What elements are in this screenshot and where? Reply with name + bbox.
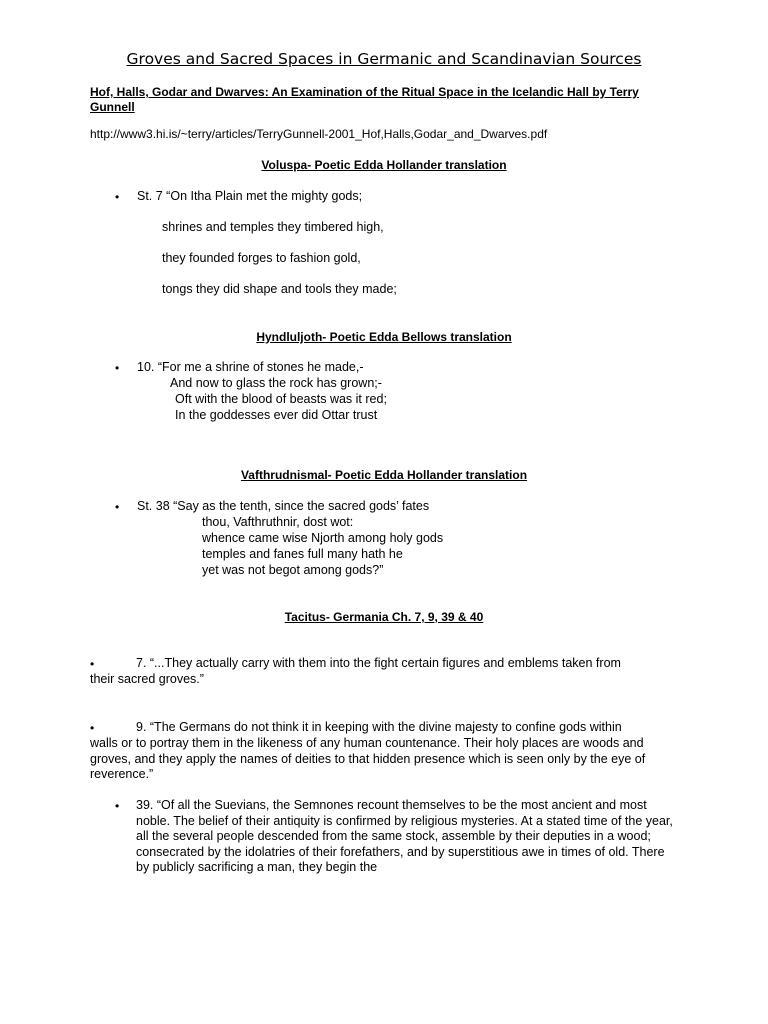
bullet-icon: •: [90, 721, 95, 735]
article-heading-line2: Gunnell: [90, 100, 135, 114]
bullet-icon: •: [115, 190, 120, 204]
verse-line: Oft with the blood of beasts was it red;: [175, 392, 387, 406]
section-heading-hyndluljoth: Hyndluljoth- Poetic Edda Bellows translation: [256, 330, 512, 344]
article-url-link[interactable]: http://www3.hi.is/~terry/articles/TerryGunnell-2001_Hof,Halls,Godar_and_Dwarves.pdf: [90, 127, 548, 141]
article-heading-line1: Hof, Halls, Godar and Dwarves: An Examination of the Ritual Space in the Icelandic Hall by Terry: [90, 85, 639, 99]
paragraph: 39. “Of all the Suevians, the Semnones recount themselves to be the most ancient and most noble. The belief of their antiquity is confirmed by religious mysteries. At a stated time of the year, all the several people descended from the same stock, assemble by their deputies in a wood; consecrated by the idolatries of their forefathers, and by superstitious awe in times of old. There by publicly sacrificing a man, they begin the: [136, 798, 673, 874]
verse-line: In the goddesses ever did Ottar trust: [175, 408, 378, 422]
verse-line: tongs they did shape and tools they made;: [162, 282, 397, 296]
paragraph-first-line: 9. “The Germans do not think it in keeping with the divine majesty to confine gods within: [136, 720, 622, 734]
verse-line: yet was not begot among gods?”: [202, 563, 384, 577]
section-heading-tacitus: Tacitus- Germania Ch. 7, 9, 39 & 40: [284, 610, 484, 624]
paragraph-first-line: 7. “...They actually carry with them into the fight certain figures and emblems taken from: [136, 656, 621, 670]
verse-line: shrines and temples they timbered high,: [162, 220, 384, 234]
verse-line: St. 38 “Say as the tenth, since the sacred gods’ fates: [137, 499, 430, 513]
paragraph-continuation: walls or to portray them in the likeness of any human countenance. Their holy places are woods and groves, and they apply the names of deities to that hidden presence which is seen only by the eye of reverence.”: [90, 736, 646, 781]
section-heading-voluspa: Voluspa- Poetic Edda Hollander translation: [261, 158, 507, 172]
verse-line: temples and fanes full many hath he: [202, 547, 403, 561]
verse-line: And now to glass the rock has grown;-: [170, 376, 382, 390]
paragraph-continuation: their sacred groves.”: [90, 672, 204, 686]
bullet-icon: •: [115, 500, 120, 514]
bullet-icon: •: [90, 657, 95, 671]
verse-line: 10. “For me a shrine of stones he made,-: [137, 360, 364, 374]
verse-line: thou, Vafthruthnir, dost wot:: [202, 515, 354, 529]
bullet-icon: •: [115, 361, 120, 375]
section-heading-vafthrudnismal: Vafthrudnismal- Poetic Edda Hollander translation: [240, 468, 528, 482]
verse-line: St. 7 “On Itha Plain met the mighty gods;: [137, 189, 363, 203]
verse-line: whence came wise Njorth among holy gods: [202, 531, 444, 545]
bullet-icon: •: [115, 799, 120, 813]
document-title: Groves and Sacred Spaces in Germanic and Scandinavian Sources: [126, 50, 642, 68]
verse-line: they founded forges to fashion gold,: [162, 251, 361, 265]
